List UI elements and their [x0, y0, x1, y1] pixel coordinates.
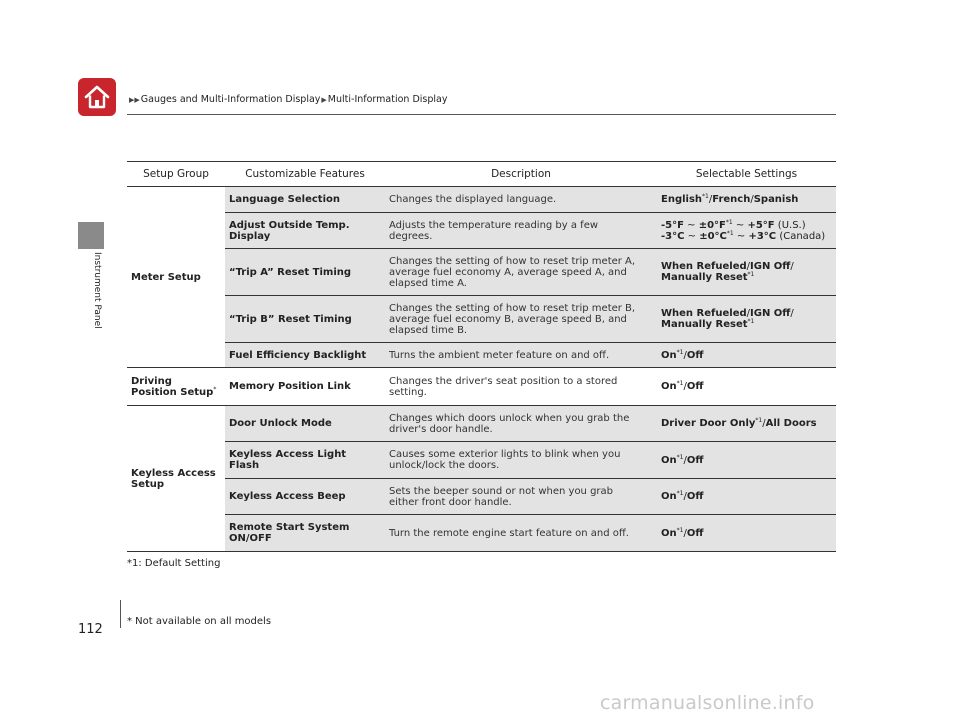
page-number: 112 [78, 622, 103, 637]
home-icon [83, 83, 111, 111]
availability-note: * Not available on all models [127, 616, 272, 627]
description-temp: Adjusts the temperature reading by a few degrees. [385, 213, 657, 249]
settings-memory: On$^{*1}$/Off [657, 368, 836, 406]
breadcrumb-page-link[interactable]: Multi-Information Display [327, 94, 448, 105]
table-row [127, 296, 836, 343]
breadcrumb-arrow-icon: ▶ [321, 96, 327, 104]
table-header-row [127, 162, 836, 187]
feature-trip-a-reset: “Trip A” Reset Timing [225, 249, 385, 296]
settings-backlight: On$^{*1}$/Off [657, 343, 836, 368]
sidebar-chapter-label: Instrument Panel [92, 252, 102, 329]
description-light-flash: Causes some exterior lights to blink when you unlock/lock the doors. [385, 442, 657, 479]
table-row [127, 213, 836, 249]
feature-door-unlock-mode: Door Unlock Mode [225, 406, 385, 442]
group-keyless-access-setup: Keyless Access Setup [127, 406, 225, 552]
header-divider [127, 114, 836, 115]
breadcrumb-section-link[interactable]: Gauges and Multi-Information Display [140, 94, 321, 105]
table-row [127, 442, 836, 479]
table-row [127, 249, 836, 296]
feature-keyless-access-light-flash: Keyless Access Light Flash [225, 442, 385, 479]
breadcrumb [128, 94, 447, 105]
watermark: carmanualsonline.info [600, 692, 815, 714]
settings-temp: -5°F ~ $\pm 0^\circ F^{*1}$ ~ +5°F (U.S.) -3°C ~ $\pm 0^\circ C^{*1}$ ~ +3°C (Canada) [657, 213, 836, 249]
description-trip-a: Changes the setting of how to reset trip meter A, average fuel economy A, average speed A, and elapsed time A. [385, 249, 657, 296]
header-description: Description [385, 162, 657, 187]
settings-beep: On$^{*1}$/Off [657, 479, 836, 515]
settings-remote-start: On$^{*1}$/Off [657, 515, 836, 552]
feature-fuel-efficiency-backlight: Fuel Efficiency Backlight [225, 343, 385, 368]
description-language: Changes the displayed language. [385, 187, 657, 213]
table-row [127, 479, 836, 515]
header-setup-group: Setup Group [127, 162, 225, 187]
settings-trip-b: When Refueled/IGN Off/ Manually Reset$^{*1}$ [657, 296, 836, 343]
table-row [127, 515, 836, 552]
group-driving-position-setup: Driving Position Setup* [127, 368, 225, 406]
table-row [127, 343, 836, 368]
description-trip-b: Changes the setting of how to reset trip meter B, average fuel economy B, average speed B, and elapsed time B. [385, 296, 657, 343]
description-beep: Sets the beeper sound or not when you grab either front door handle. [385, 479, 657, 515]
description-memory: Changes the driver's seat position to a stored setting. [385, 368, 657, 406]
settings-language: English$^{*1}$/French/Spanish [657, 187, 836, 213]
settings-trip-a: When Refueled/IGN Off/ Manually Reset$^{*1}$ [657, 249, 836, 296]
header-customizable-features: Customizable Features [225, 162, 385, 187]
table-row [127, 368, 836, 406]
settings-door-unlock: Driver Door Only$^{*1}$/All Doors [657, 406, 836, 442]
breadcrumb-arrow-icon: ▶▶ [129, 96, 140, 104]
feature-memory-position-link: Memory Position Link [225, 368, 385, 406]
description-remote-start: Turn the remote engine start feature on and off. [385, 515, 657, 552]
footer-divider [120, 600, 121, 628]
feature-trip-b-reset: “Trip B” Reset Timing [225, 296, 385, 343]
default-setting-footnote: *1: Default Setting [127, 558, 221, 569]
group-meter-setup: Meter Setup [127, 187, 225, 368]
table-row [127, 187, 836, 213]
feature-language-selection: Language Selection [225, 187, 385, 213]
settings-light-flash: On$^{*1}$/Off [657, 442, 836, 479]
table-row [127, 406, 836, 442]
settings-table [127, 161, 836, 552]
sidebar-tab-marker [78, 222, 104, 249]
feature-remote-start-system: Remote Start System ON/OFF [225, 515, 385, 552]
description-door-unlock: Changes which doors unlock when you grab the driver's door handle. [385, 406, 657, 442]
description-backlight: Turns the ambient meter feature on and off. [385, 343, 657, 368]
header-selectable-settings: Selectable Settings [657, 162, 836, 187]
feature-adjust-outside-temp: Adjust Outside Temp. Display [225, 213, 385, 249]
home-button[interactable] [78, 78, 116, 116]
feature-keyless-access-beep: Keyless Access Beep [225, 479, 385, 515]
